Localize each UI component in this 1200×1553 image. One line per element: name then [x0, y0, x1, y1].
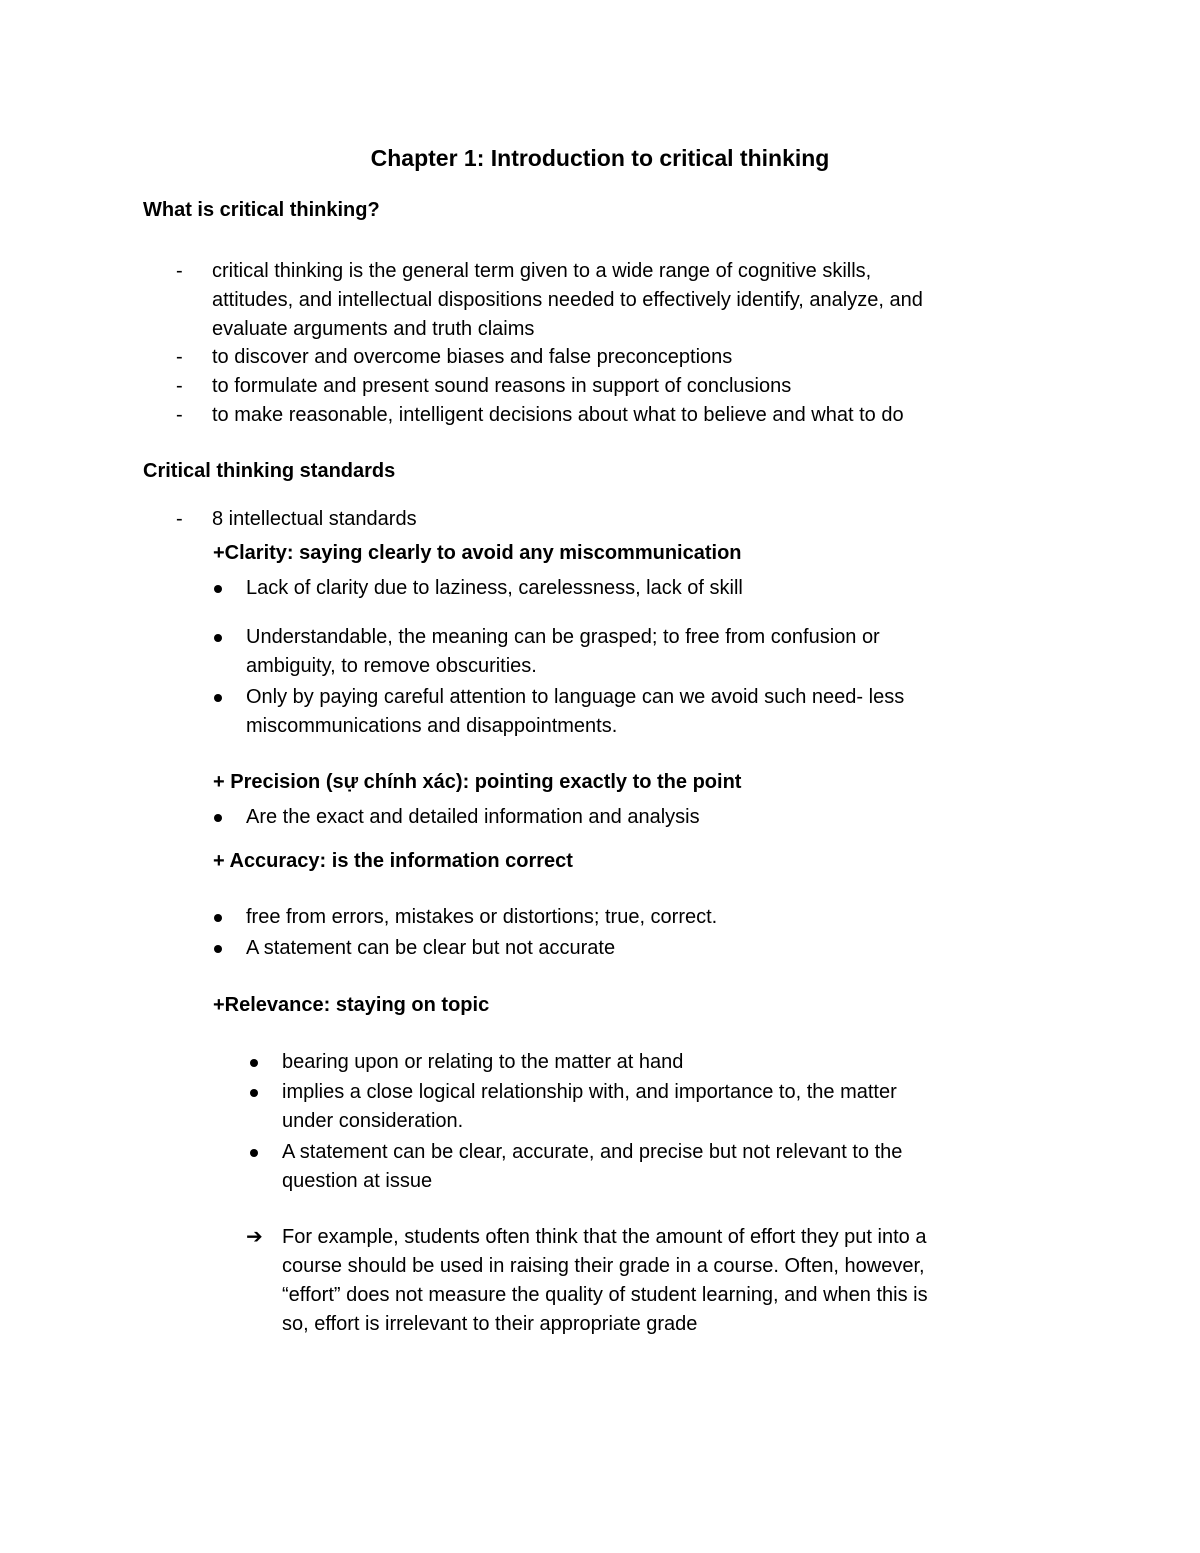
- bullet-line: Are the exact and detailed information and analysis: [246, 806, 700, 828]
- list-item-line: evaluate arguments and truth claims: [212, 318, 535, 340]
- chapter-title: Chapter 1: Introduction to critical thinking: [370, 145, 830, 171]
- dash-marker: -: [176, 260, 183, 282]
- bullet-line: Understandable, the meaning can be grasped; to free from confusion or: [246, 626, 880, 648]
- bullet-dot: [214, 585, 222, 593]
- list-item-line: attitudes, and intellectual dispositions needed to effectively identify, analyze, and: [212, 289, 923, 311]
- subheading-accuracy: + Accuracy: is the information correct: [213, 850, 573, 872]
- bullet-dot: [214, 945, 222, 953]
- section-heading-standards: Critical thinking standards: [143, 460, 396, 482]
- bullet-line: A statement can be clear but not accurate: [246, 937, 616, 959]
- bullet-line: free from errors, mistakes or distortions; true, correct.: [246, 906, 718, 928]
- dash-marker: -: [176, 404, 183, 426]
- bullet-line: Lack of clarity due to laziness, carelessness, lack of skill: [246, 577, 743, 599]
- bullet-line: under consideration.: [282, 1110, 464, 1132]
- bullet-line: question at issue: [282, 1170, 433, 1192]
- dash-marker: -: [176, 375, 183, 397]
- list-item-line: critical thinking is the general term given to a wide range of cognitive skills,: [212, 260, 872, 282]
- section-heading-what-is: What is critical thinking?: [143, 199, 380, 221]
- bullet-line: A statement can be clear, accurate, and precise but not relevant to the: [282, 1141, 903, 1163]
- bullet-line: ambiguity, to remove obscurities.: [246, 655, 537, 677]
- bullet-dot: [250, 1059, 258, 1067]
- bullet-line: bearing upon or relating to the matter at hand: [282, 1051, 684, 1073]
- dash-marker: -: [176, 508, 183, 530]
- bullet-line: miscommunications and disappointments.: [246, 715, 618, 737]
- subheading-clarity: +Clarity: saying clearly to avoid any miscommunication: [213, 542, 742, 564]
- example-line: “effort” does not measure the quality of student learning, and when this is: [282, 1284, 928, 1306]
- bullet-line: implies a close logical relationship with, and importance to, the matter: [282, 1081, 897, 1103]
- example-line: course should be used in raising their grade in a course. Often, however,: [282, 1255, 925, 1277]
- list-item-line: to discover and overcome biases and false preconceptions: [212, 346, 733, 368]
- bullet-dot: [214, 814, 222, 822]
- bullet-line: Only by paying careful attention to language can we avoid such need- less: [246, 686, 905, 708]
- subheading-relevance: +Relevance: staying on topic: [213, 994, 490, 1016]
- bullet-dot: [214, 634, 222, 642]
- bullet-dot: [250, 1089, 258, 1097]
- standards-intro: 8 intellectual standards: [212, 508, 417, 530]
- dash-marker: -: [176, 346, 183, 368]
- example-line: For example, students often think that the amount of effort they put into a: [282, 1226, 927, 1248]
- list-item-line: to formulate and present sound reasons in support of conclusions: [212, 375, 792, 397]
- bullet-dot: [214, 694, 222, 702]
- example-line: so, effort is irrelevant to their appropriate grade: [282, 1313, 698, 1335]
- arrow-right-icon: ➔: [246, 1226, 263, 1248]
- list-item-line: to make reasonable, intelligent decisions about what to believe and what to do: [212, 404, 904, 426]
- bullet-dot: [214, 914, 222, 922]
- bullet-dot: [250, 1149, 258, 1157]
- subheading-precision: + Precision (sự chính xác): pointing exactly to the point: [213, 771, 742, 793]
